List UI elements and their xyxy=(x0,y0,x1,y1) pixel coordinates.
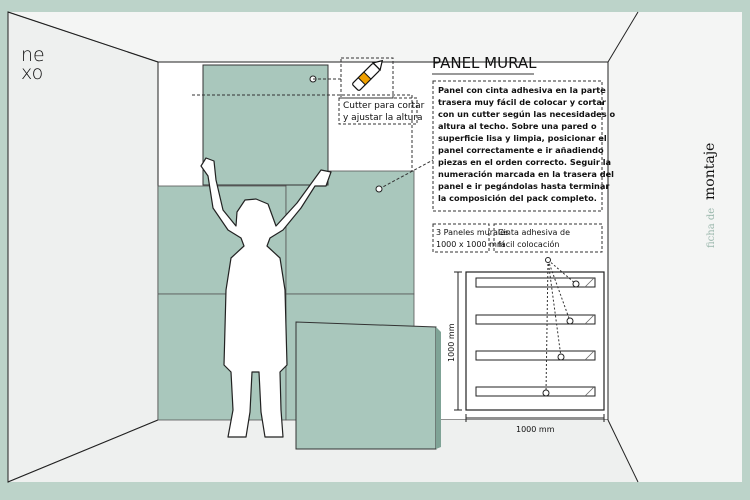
description-text: Panel con cinta adhesiva en la parte trasera muy fácil de colocar y cortar con un cutter según las necesidades o altura al techo. Sobre una pared o superficie lisa y limpia, posicionar el panel correctamente e ir añadiendo piezas en el orden correcto. Seguir la numeración marcada en la trasera del panel e ir pegándolas hasta terminar la composición del pack completo. xyxy=(438,85,616,203)
side-title-small: ficha de xyxy=(706,207,717,248)
logo-line1: ne xyxy=(21,44,45,66)
side-title-big: montaje xyxy=(702,142,718,200)
logo-line2: xo xyxy=(21,62,44,84)
page-title: PANEL MURAL xyxy=(432,54,537,72)
wall-marker xyxy=(376,186,382,192)
leaning-panel xyxy=(296,322,436,449)
width-label: 1000 mm xyxy=(516,425,555,434)
tape-note: Cinta adhesiva de fácil colocación xyxy=(498,228,571,249)
panels-note: 3 Paneles murales 1000 x 1000 mm xyxy=(436,228,510,249)
lifted-panel xyxy=(203,65,328,185)
height-label: 1000 mm xyxy=(447,323,456,362)
cutter-note: Cutter para cortar y ajustar la altura xyxy=(343,101,425,123)
right-wall xyxy=(608,12,742,482)
